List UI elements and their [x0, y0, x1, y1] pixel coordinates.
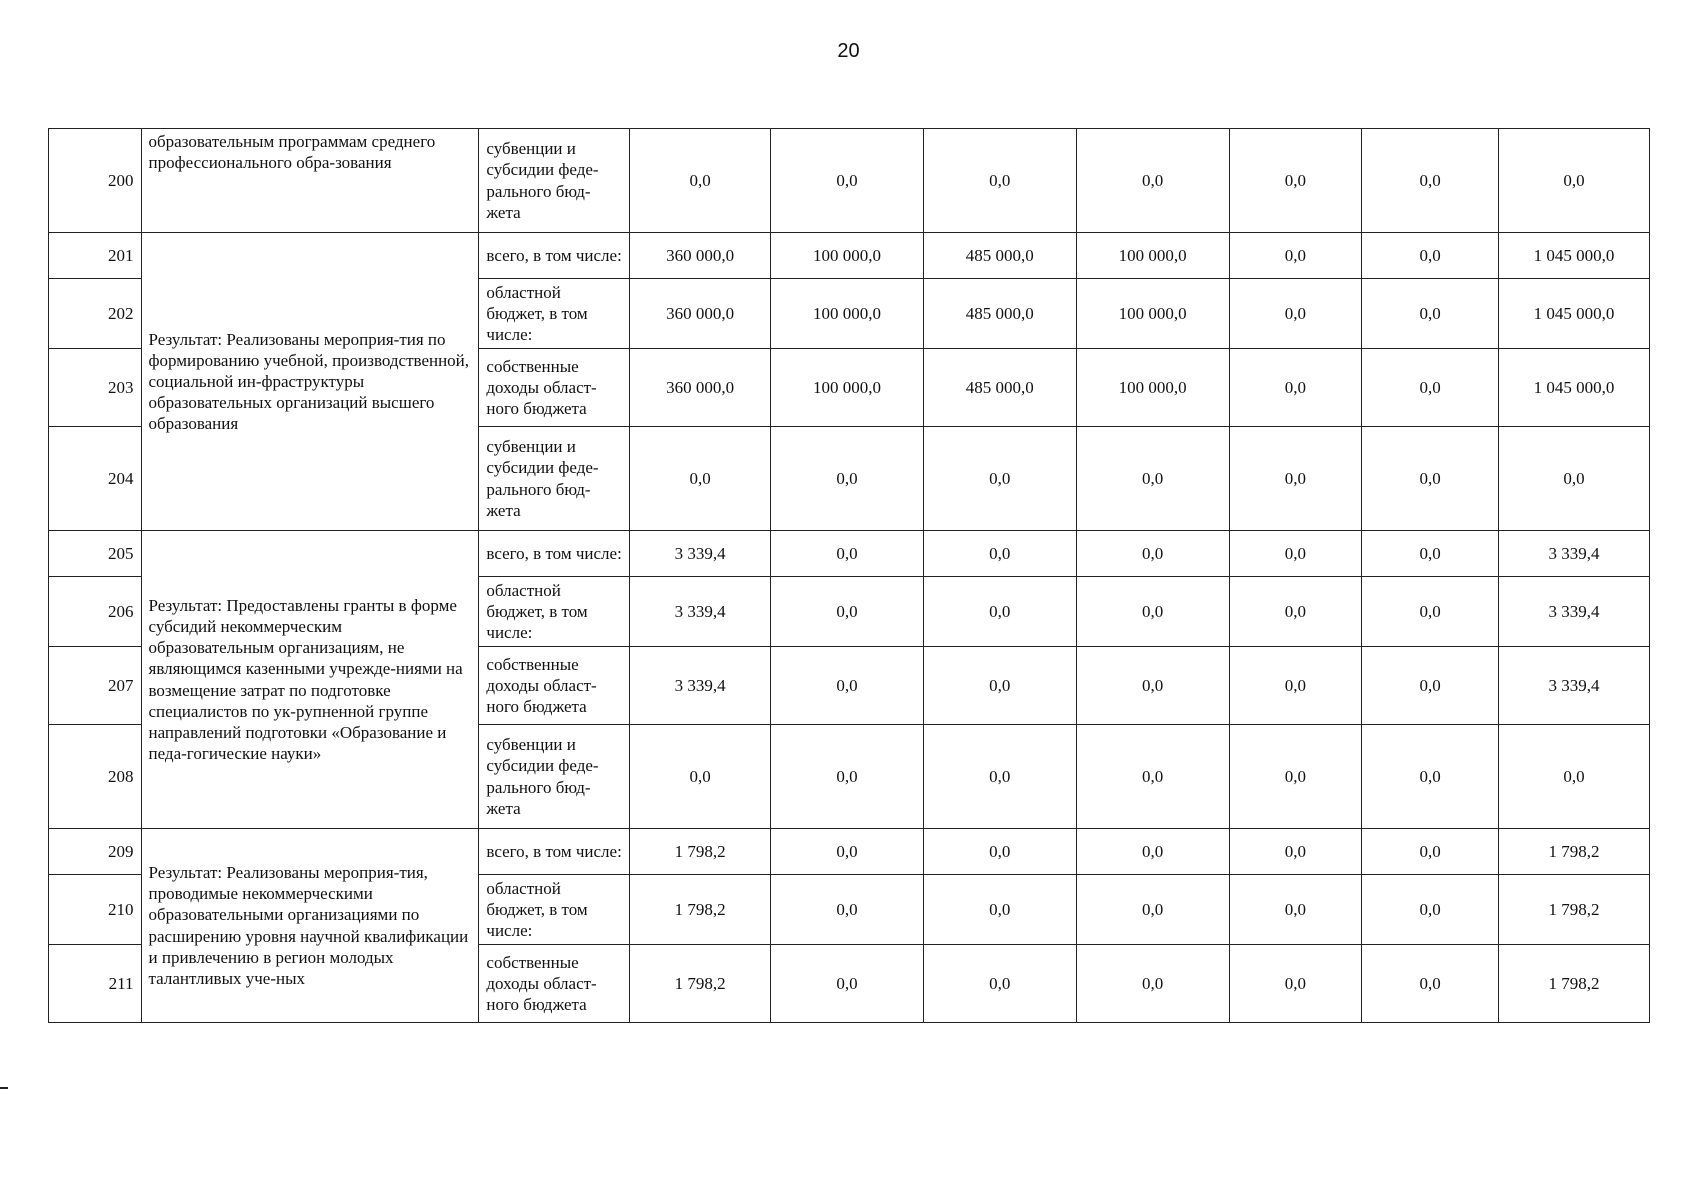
value-cell: 100 000,0 [1076, 349, 1229, 427]
funding-source: областной бюджет, в том числе: [479, 279, 630, 349]
value-cell: 3 339,4 [630, 647, 771, 725]
row-number: 204 [49, 427, 142, 531]
value-cell: 0,0 [923, 577, 1076, 647]
value-cell: 0,0 [1076, 725, 1229, 829]
funding-source: всего, в том числе: [479, 233, 630, 279]
table-body [49, 129, 1650, 1023]
row-number: 200 [49, 129, 142, 233]
value-cell: 0,0 [923, 531, 1076, 577]
row-number: 205 [49, 531, 142, 577]
funding-source: субвенции и субсидии феде-рального бюд-жета [479, 427, 630, 531]
total-cell: 1 798,2 [1499, 945, 1650, 1023]
value-cell: 100 000,0 [771, 279, 924, 349]
row-number: 201 [49, 233, 142, 279]
value-cell: 0,0 [923, 945, 1076, 1023]
value-cell: 0,0 [630, 129, 771, 233]
row-number: 208 [49, 725, 142, 829]
value-cell: 0,0 [1229, 427, 1362, 531]
funding-source: всего, в том числе: [479, 531, 630, 577]
total-cell: 1 798,2 [1499, 829, 1650, 875]
value-cell: 0,0 [771, 577, 924, 647]
value-cell: 360 000,0 [630, 233, 771, 279]
value-cell: 0,0 [1076, 531, 1229, 577]
result-description: Результат: Реализованы мероприя-тия по формированию учебной, производственной, социальной ин-фраструктуры образовательных организаций высшего образования [141, 233, 479, 531]
value-cell: 0,0 [771, 829, 924, 875]
funding-source: областной бюджет, в том числе: [479, 577, 630, 647]
value-cell: 0,0 [1229, 945, 1362, 1023]
funding-source: всего, в том числе: [479, 829, 630, 875]
value-cell: 0,0 [1362, 829, 1499, 875]
value-cell: 0,0 [771, 531, 924, 577]
total-cell: 1 045 000,0 [1499, 233, 1650, 279]
total-cell: 0,0 [1499, 427, 1650, 531]
value-cell: 0,0 [1229, 531, 1362, 577]
value-cell: 0,0 [1362, 349, 1499, 427]
value-cell: 0,0 [771, 725, 924, 829]
value-cell: 0,0 [1076, 647, 1229, 725]
value-cell: 0,0 [630, 725, 771, 829]
result-description: образовательным программам среднего профессионального обра-зования [141, 129, 479, 233]
value-cell: 1 798,2 [630, 829, 771, 875]
value-cell: 0,0 [771, 129, 924, 233]
budget-table [48, 128, 1650, 1023]
row-number: 209 [49, 829, 142, 875]
value-cell: 0,0 [1076, 829, 1229, 875]
table-row [49, 829, 1650, 875]
total-cell: 0,0 [1499, 725, 1650, 829]
value-cell: 0,0 [1362, 531, 1499, 577]
value-cell: 100 000,0 [771, 349, 924, 427]
row-number: 202 [49, 279, 142, 349]
row-number: 207 [49, 647, 142, 725]
value-cell: 1 798,2 [630, 875, 771, 945]
total-cell: 1 045 000,0 [1499, 349, 1650, 427]
value-cell: 0,0 [923, 875, 1076, 945]
value-cell: 0,0 [1362, 129, 1499, 233]
value-cell: 0,0 [1362, 233, 1499, 279]
total-cell: 1 045 000,0 [1499, 279, 1650, 349]
funding-source: собственные доходы област-ного бюджета [479, 647, 630, 725]
value-cell: 0,0 [1229, 349, 1362, 427]
value-cell: 0,0 [923, 427, 1076, 531]
row-number: 211 [49, 945, 142, 1023]
value-cell: 0,0 [1076, 427, 1229, 531]
value-cell: 0,0 [1229, 233, 1362, 279]
row-number: 206 [49, 577, 142, 647]
funding-source: собственные доходы област-ного бюджета [479, 349, 630, 427]
total-cell: 3 339,4 [1499, 647, 1650, 725]
value-cell: 1 798,2 [630, 945, 771, 1023]
value-cell: 100 000,0 [771, 233, 924, 279]
value-cell: 0,0 [1362, 725, 1499, 829]
value-cell: 485 000,0 [923, 279, 1076, 349]
margin-mark [0, 1087, 8, 1089]
value-cell: 0,0 [1362, 577, 1499, 647]
value-cell: 0,0 [923, 829, 1076, 875]
row-number: 203 [49, 349, 142, 427]
value-cell: 0,0 [630, 427, 771, 531]
total-cell: 1 798,2 [1499, 875, 1650, 945]
funding-source: субвенции и субсидии феде-рального бюд-жета [479, 129, 630, 233]
value-cell: 0,0 [1229, 279, 1362, 349]
value-cell: 0,0 [1076, 577, 1229, 647]
value-cell: 0,0 [923, 129, 1076, 233]
total-cell: 0,0 [1499, 129, 1650, 233]
value-cell: 0,0 [1076, 875, 1229, 945]
value-cell: 0,0 [1362, 945, 1499, 1023]
page-number: 20 [837, 40, 860, 62]
value-cell: 0,0 [1362, 647, 1499, 725]
table-row [49, 531, 1650, 577]
value-cell: 0,0 [923, 647, 1076, 725]
value-cell: 0,0 [1229, 647, 1362, 725]
row-number: 210 [49, 875, 142, 945]
table-row [49, 233, 1650, 279]
value-cell: 360 000,0 [630, 279, 771, 349]
value-cell: 0,0 [771, 647, 924, 725]
value-cell: 0,0 [1362, 875, 1499, 945]
value-cell: 0,0 [1076, 945, 1229, 1023]
table-row [49, 129, 1650, 233]
value-cell: 0,0 [1362, 427, 1499, 531]
value-cell: 0,0 [1229, 577, 1362, 647]
value-cell: 485 000,0 [923, 349, 1076, 427]
value-cell: 360 000,0 [630, 349, 771, 427]
result-description: Результат: Реализованы мероприя-тия, проводимые некоммерческими образовательными организациями по расширению уровня научной квалификации и привлечению в регион молодых талантливых уче-ных [141, 829, 479, 1023]
value-cell: 3 339,4 [630, 577, 771, 647]
value-cell: 485 000,0 [923, 233, 1076, 279]
total-cell: 3 339,4 [1499, 577, 1650, 647]
funding-source: областной бюджет, в том числе: [479, 875, 630, 945]
value-cell: 0,0 [1229, 829, 1362, 875]
total-cell: 3 339,4 [1499, 531, 1650, 577]
value-cell: 0,0 [1229, 875, 1362, 945]
funding-source: собственные доходы област-ного бюджета [479, 945, 630, 1023]
value-cell: 3 339,4 [630, 531, 771, 577]
result-description: Результат: Предоставлены гранты в форме субсидий некоммерческим образовательным организациям, не являющимся казенными учрежде-ниями на возмещение затрат по подготовке специалистов по ук-рупненной группе направлений подготовки «Образование и педа-гогические науки» [141, 531, 479, 829]
value-cell: 0,0 [1076, 129, 1229, 233]
value-cell: 0,0 [771, 427, 924, 531]
value-cell: 0,0 [1229, 129, 1362, 233]
value-cell: 0,0 [1362, 279, 1499, 349]
value-cell: 0,0 [923, 725, 1076, 829]
value-cell: 0,0 [771, 945, 924, 1023]
value-cell: 100 000,0 [1076, 279, 1229, 349]
value-cell: 0,0 [1229, 725, 1362, 829]
value-cell: 0,0 [771, 875, 924, 945]
value-cell: 100 000,0 [1076, 233, 1229, 279]
funding-source: субвенции и субсидии феде-рального бюд-жета [479, 725, 630, 829]
